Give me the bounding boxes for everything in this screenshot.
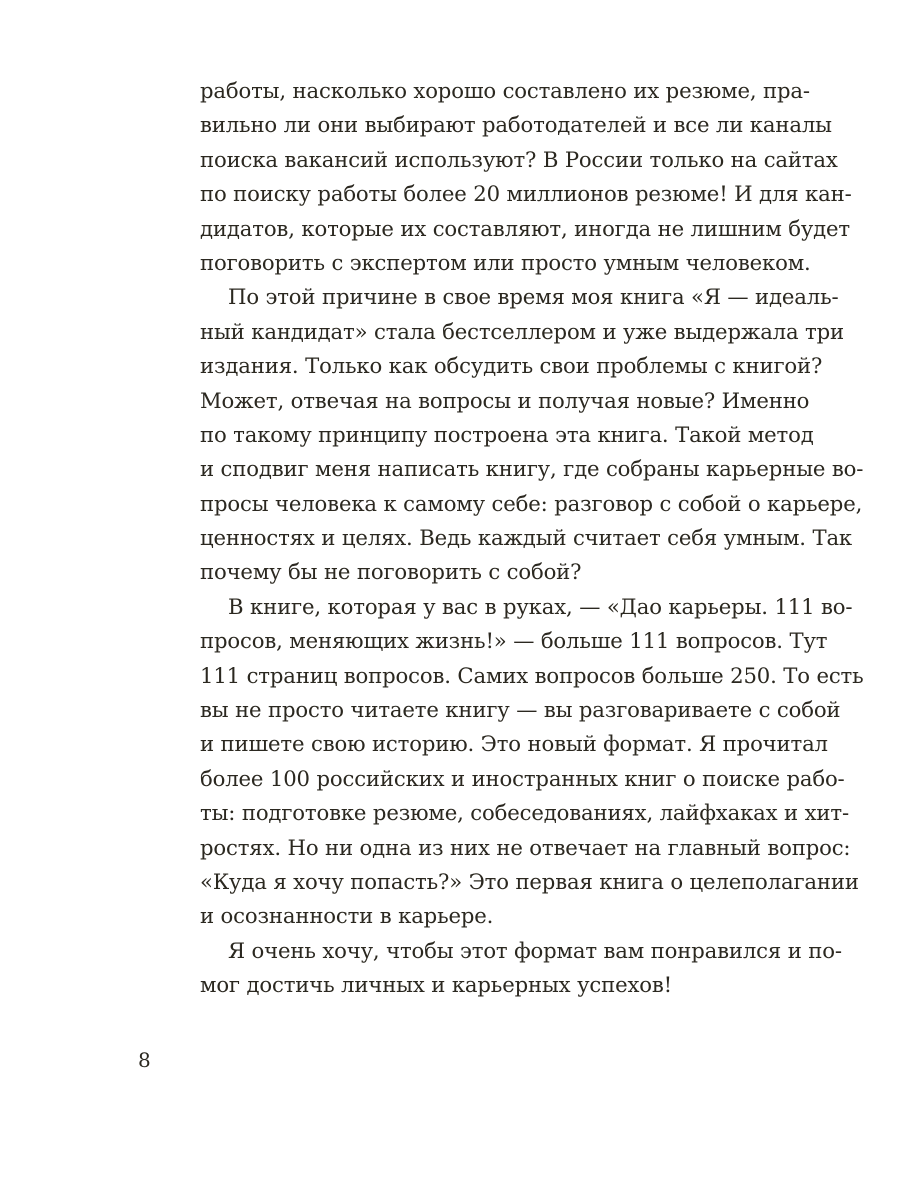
text-line: 111 страниц вопросов. Самих вопросов больше 250. То есть (200, 662, 864, 688)
text-line: просы человека к самому себе: разговор с собой о карьере, (200, 490, 863, 516)
text-line: ты: подготовке резюме, собеседованиях, лайфхаках и хит- (200, 800, 849, 826)
text-line: мог достичь личных и карьерных успехов! (200, 972, 673, 998)
paragraph-4 (200, 934, 842, 1003)
text-line: работы, насколько хорошо составлено их резюме, пра- (200, 78, 810, 103)
text-line: Я очень хочу, чтобы этот формат вам понравился и по- (228, 937, 842, 963)
text-line: поговорить с экспертом или просто умным человеком. (200, 249, 811, 275)
text-line: вы не просто читаете книгу — вы разговариваете с собой (200, 697, 841, 723)
text-line: по такому принципу построена эта книга. Такой метод (200, 421, 814, 447)
text-line: поиска вакансий используют? В России только на сайтах (200, 146, 838, 172)
text-line: По этой причине в свое время моя книга «Я — идеаль- (228, 284, 839, 310)
text-line: «Куда я хочу попасть?» Это первая книга о целеполагании (200, 868, 859, 894)
text-line: дидатов, которые их составляют, иногда не лишним будет (200, 215, 851, 241)
text-line: ный кандидат» стала бестселлером и уже выдержала три (200, 318, 845, 344)
text-line: и осознанности в карьере. (200, 903, 494, 929)
text-line: ценностях и целях. Ведь каждый считает себя умным. Так (200, 525, 853, 551)
paragraph-2 (200, 280, 864, 590)
text-line: и пишете свою историю. Это новый формат. Я прочитал (200, 731, 828, 757)
text-line: по поиску работы более 20 миллионов резюме! И для кан- (200, 181, 852, 207)
text-line: почему бы не поговорить с собой? (200, 559, 582, 585)
text-line: Может, отвечая на вопросы и получая новые? Именно (200, 387, 810, 413)
text-line: В книге, которая у вас в руках, — «Дао карьеры. 111 во- (228, 593, 853, 619)
body-text (200, 74, 864, 1003)
paragraph-3 (200, 590, 864, 934)
text-line: ростях. Но ни одна из них не отвечает на главный вопрос: (200, 834, 851, 860)
text-line: более 100 российских и иностранных книг о поиске рабо- (200, 765, 845, 791)
text-line: вильно ли они выбирают работодателей и все ли каналы (200, 112, 832, 138)
text-line: и сподвиг меня написать книгу, где собраны карьерные во- (200, 456, 864, 482)
text-line: просов, меняющих жизнь!» — больше 111 вопросов. Тут (200, 628, 828, 654)
paragraph-1 (200, 74, 852, 280)
text-line: издания. Только как обсудить свои проблемы с книгой? (200, 353, 823, 379)
page-number: 8 (138, 1048, 151, 1072)
